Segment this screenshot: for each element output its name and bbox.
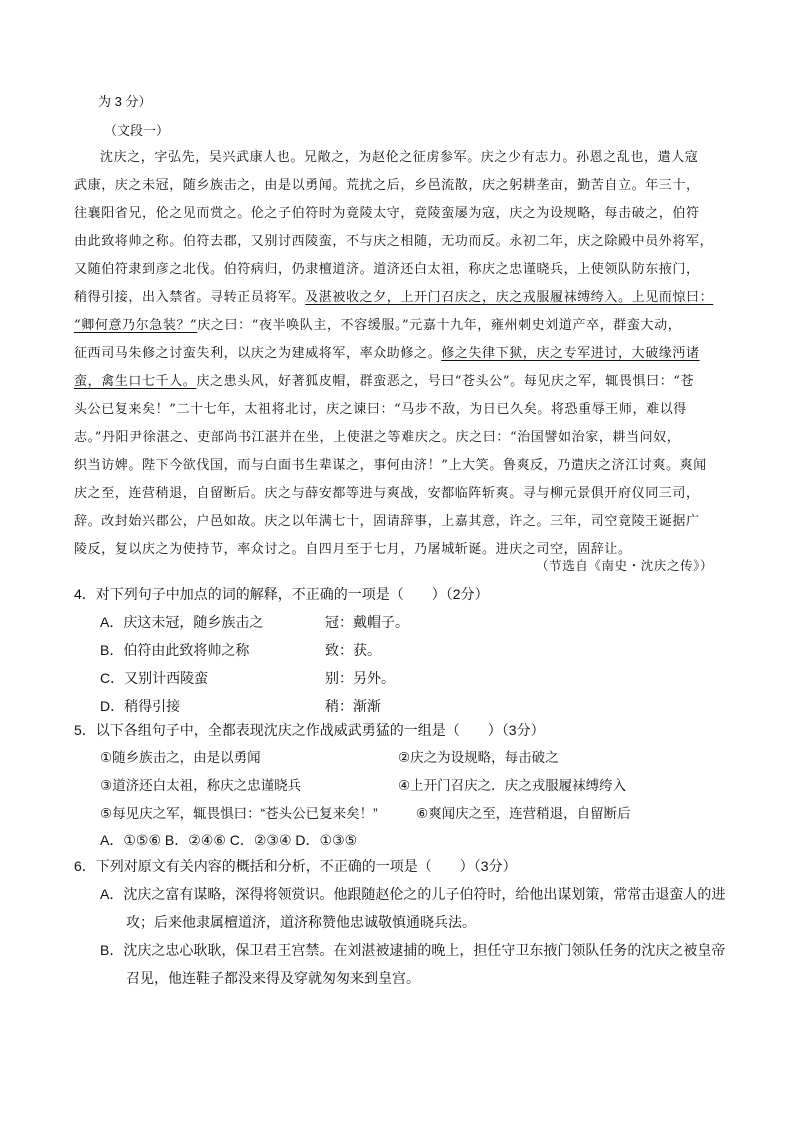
passage-line: 由此致将帅之称。伯符去郡，又别讨西陵蛮，不与庆之相随，无功而反。永初二年，庆之除殿中员外将军， <box>74 234 714 249</box>
section-label: （文段一） <box>104 123 170 138</box>
passage-line: 陵反，复以庆之为使持节，率众讨之。自四月至于七月，乃屠城斩诞。进庆之司空，固辞让。 <box>74 542 632 557</box>
option-gloss: 致：获。 <box>325 642 381 658</box>
passage-line <box>74 372 694 392</box>
option-sentence: A．庆这未冠，随乡族击之 <box>100 614 264 630</box>
option-a-line2: 攻；后来他隶属檀道济，道济称赞他忠诚敬慎通晓兵法。 <box>126 914 476 930</box>
option-a-line1: A．沈庆之富有谋略，深得将领赏识。他跟随赵伦之的儿子伯符时，给他出谋划策，常常击退蛮人的进 <box>100 886 726 902</box>
passage-source: （节选自《南史・沈庆之传》） <box>536 558 714 573</box>
option-sentence: D．稍得引接 <box>100 698 181 714</box>
passage-text: 征西司马朱修之讨蛮失利，以庆之为建威将军，率众助修之。 <box>74 346 442 361</box>
item: ①随乡族击之，由是以勇闻 <box>100 750 261 765</box>
option-gloss: 稍：渐渐 <box>325 698 381 714</box>
option-gloss: 冠：戴帽子。 <box>325 614 409 630</box>
item: ⑤每见庆之军，辄畏惧曰：“苍头公已复来矣！” <box>100 806 378 821</box>
passage-line <box>74 288 713 308</box>
passage-line: 又随伯符隶到彦之北伐。伯符病归，仍隶檀道济。道济还白太祖，称庆之忠谨晓兵，上使领队防东掖门， <box>74 262 700 277</box>
underlined-sentence: 蛮，禽生口七千人。 <box>74 374 197 389</box>
passage-line: 往襄阳省兄，伦之见而赏之。伦之子伯符时为竟陵太守，竟陵蛮屡为寇，庆之为设规略，每击破之，伯符 <box>74 206 700 221</box>
score-continuation: 为 3 分） <box>98 94 152 109</box>
passage-line: 沈庆之，字弘先，吴兴武康人也。兄敞之，为赵伦之征虏参军。庆之少有志力。孙恩之乱也，遣人寇 <box>100 150 699 165</box>
passage-text: 稍得引接，出入禁省。寻转正员将军。 <box>74 290 306 305</box>
underlined-sentence: 及湛被收之夕，上开门召庆之，庆之戎服履袜缚绔入。上见而惊曰： <box>305 290 714 305</box>
item: ⑥爽闻庆之至，连营稍退，自留断后 <box>416 806 631 821</box>
item: ②庆之为设规略，每击破之 <box>398 750 559 765</box>
passage-line: 武康，庆之未冠，随乡族击之，由是以勇闻。荒扰之后，乡邑流散，庆之躬耕垄亩，勤苦自立。年三十， <box>74 178 700 193</box>
passage-line <box>74 316 681 336</box>
underlined-sentence: “卿何意乃尔急装？” <box>74 318 198 333</box>
passage-line: 志。”丹阳尹徐湛之、吏部尚书江湛并在坐，上使湛之等难庆之。庆之曰：“治国譬如治家，耕当问奴， <box>74 430 681 445</box>
passage-text: 庆之患头风，好著狐皮帽，群蛮恶之，号曰“苍头公”。每见庆之军，辄畏惧曰：“苍 <box>196 374 695 389</box>
question-stem: 4．对下列句子中加点的词的解释，不正确的一项是（ ）（2分） <box>74 586 489 602</box>
option-b-line2: 召见，他连鞋子都没来得及穿就匆匆来到皇宫。 <box>126 970 420 986</box>
option-b-line1: B．沈庆之忠心耿耿，保卫君王宫禁。在刘湛被逮捕的晚上，担任守卫东掖门领队任务的沈庆之被皇帝 <box>100 942 726 958</box>
item: ④上开门召庆之．庆之戎服履袜缚绔入 <box>398 778 627 793</box>
passage-line: 头公已复来矣！”二十七年，太祖将北讨，庆之谏曰：“马步不敌，为日已久矣。将恐重辱王师，难以得 <box>74 402 687 417</box>
passage-text: 庆之曰：“夜半唤队主，不容缓服。”元嘉十九年，雍州刺史刘道产卒，群蛮大动， <box>197 318 682 333</box>
option-gloss: 别：另外。 <box>325 670 395 686</box>
option-sentence: C．又别计西陵蛮 <box>100 670 209 686</box>
passage-line: 庆之至，连营稍退，自留断后。庆之与薛安都等进与爽战，安都临阵斩爽。寻与柳元景俱开府仪同三司， <box>74 486 700 501</box>
question-stem: 6．下列对原文有关内容的概括和分析，不正确的一项是（ ）（3分） <box>74 858 517 874</box>
underlined-sentence: 修之失律下狱，庆之专军进讨，大破缘沔诸 <box>441 346 700 361</box>
option-sentence: B．伯符由此致将帅之称 <box>100 642 250 658</box>
passage-line <box>74 344 700 364</box>
item: ③道济还白太祖，称庆之忠谨晓兵 <box>100 778 302 793</box>
answer-choices: A．①⑤⑥ B．②④⑥ C．②③④ D．①③⑤ <box>100 832 358 848</box>
passage-line: 织当访婢。陛下今欲伐国，而与白面书生辈谋之，事何由济！”上大笑。鲁爽反，乃遣庆之济江讨爽。爽闻 <box>74 458 707 473</box>
question-stem: 5．以下各组句子中，全都表现沈庆之作战威武勇猛的一组是（ ）（3分） <box>74 722 545 738</box>
passage-line: 辞。改封始兴郡公，户邑如故。庆之以年满七十，固请辞事，上嘉其意，许之。三年，司空竟陵王诞据广 <box>74 514 700 529</box>
